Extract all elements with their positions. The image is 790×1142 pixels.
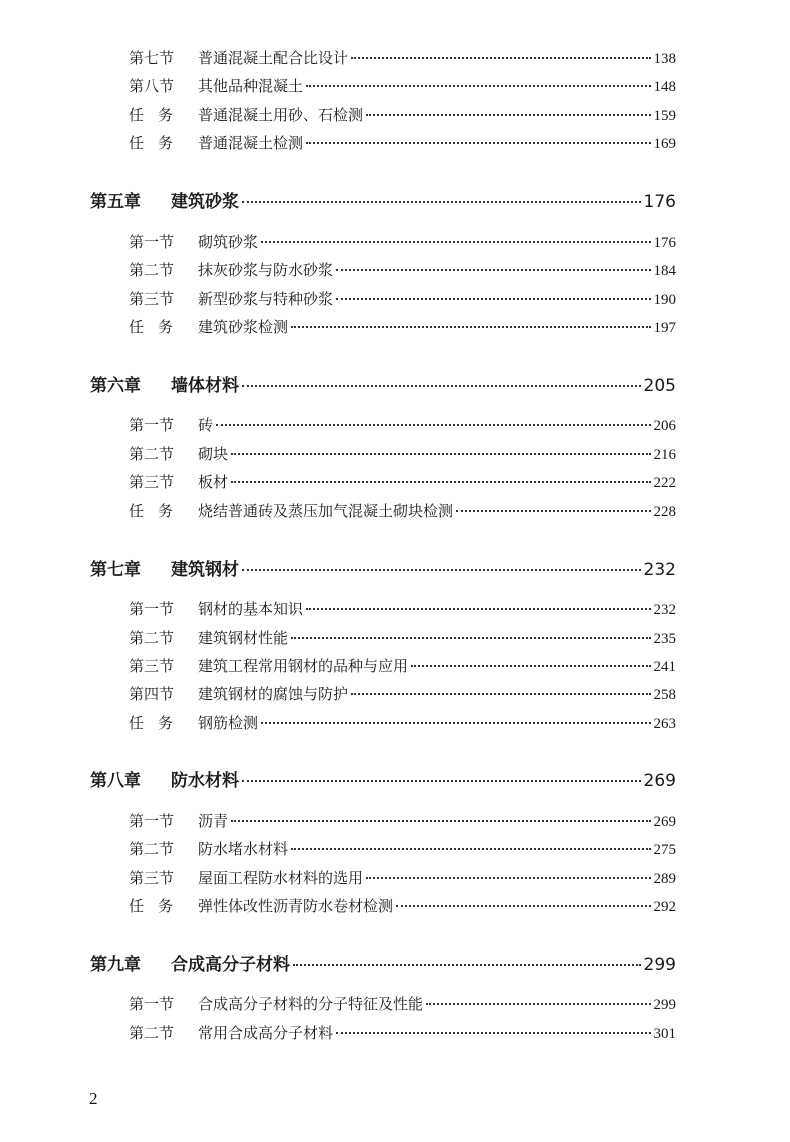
section-title: 常用合成高分子材料 — [198, 1024, 334, 1042]
section-entry — [129, 414, 676, 436]
entry-page-number: 299 — [643, 955, 676, 975]
section-entry — [129, 838, 676, 860]
dot-leader — [261, 240, 650, 243]
section-entry — [129, 132, 676, 154]
section-label: 第二节 — [129, 840, 175, 858]
section-title: 钢筋检测 — [198, 714, 259, 732]
section-title: 砌筑砂浆 — [198, 233, 259, 251]
entry-page-number: 275 — [653, 842, 676, 858]
section-label: 任务 — [129, 134, 188, 152]
section-entry — [129, 47, 676, 69]
section-entry — [129, 993, 676, 1015]
dot-leader — [242, 200, 641, 203]
entry-page-number: 269 — [643, 771, 676, 791]
dot-leader — [231, 452, 650, 455]
section-entry — [129, 683, 676, 705]
dot-leader — [336, 268, 650, 271]
entry-page-number: 205 — [643, 376, 676, 396]
entry-page-number: 301 — [653, 1026, 676, 1042]
dot-leader — [336, 297, 650, 300]
chapter-label: 第五章 — [90, 192, 141, 212]
dot-leader — [351, 56, 650, 59]
entry-page-number: 232 — [653, 602, 676, 618]
section-title: 防水堵水材料 — [198, 840, 289, 858]
dot-leader — [396, 904, 650, 907]
section-entry — [129, 500, 676, 522]
dot-leader — [456, 509, 650, 512]
chapter-entry — [90, 952, 676, 978]
entry-page-number: 184 — [653, 263, 676, 279]
section-title: 砌块 — [198, 445, 229, 463]
entry-page-number: 299 — [653, 997, 676, 1013]
section-title: 新型砂浆与特种砂浆 — [198, 290, 334, 308]
entry-page-number: 138 — [653, 51, 676, 67]
section-label: 第八节 — [129, 77, 175, 95]
section-label: 第七节 — [129, 49, 175, 67]
entry-page-number: 258 — [653, 687, 676, 703]
section-label: 第二节 — [129, 261, 175, 279]
section-label: 第二节 — [129, 629, 175, 647]
dot-leader — [366, 113, 650, 116]
entry-page-number: 222 — [653, 475, 676, 491]
section-entry — [129, 443, 676, 465]
section-label: 第二节 — [129, 1024, 175, 1042]
dot-leader — [351, 692, 650, 695]
entry-page-number: 159 — [653, 108, 676, 124]
chapter-entry — [90, 373, 676, 399]
section-title: 沥青 — [198, 812, 229, 830]
dot-leader — [216, 423, 650, 426]
dot-leader — [242, 779, 641, 782]
dot-leader — [336, 1031, 650, 1034]
section-label: 第三节 — [129, 473, 175, 491]
chapter-title: 合成高分子材料 — [171, 955, 290, 975]
section-title: 抹灰砂浆与防水砂浆 — [198, 261, 334, 279]
page-number: 2 — [89, 1089, 98, 1108]
entry-page-number: 241 — [653, 659, 676, 675]
section-label: 第一节 — [129, 812, 175, 830]
section-entry — [129, 316, 676, 338]
entry-page-number: 169 — [653, 136, 676, 152]
section-title: 合成高分子材料的分子特征及性能 — [198, 995, 424, 1013]
entry-page-number: 289 — [653, 871, 676, 887]
entry-page-number: 235 — [653, 631, 676, 647]
section-label: 第一节 — [129, 600, 175, 618]
section-entry — [129, 231, 676, 253]
section-label: 第一节 — [129, 233, 175, 251]
section-entry — [129, 75, 676, 97]
section-entry — [129, 895, 676, 917]
entry-page-number: 176 — [643, 192, 676, 212]
section-label: 第一节 — [129, 995, 175, 1013]
section-entry — [129, 1022, 676, 1044]
section-title: 烧结普通砖及蒸压加气混凝土砌块检测 — [198, 502, 454, 520]
dot-leader — [231, 819, 650, 822]
section-entry — [129, 712, 676, 734]
chapter-entry — [90, 557, 676, 583]
section-entry — [129, 288, 676, 310]
entry-page-number: 216 — [653, 447, 676, 463]
section-title: 弹性体改性沥青防水卷材检测 — [198, 897, 394, 915]
section-label: 任务 — [129, 502, 188, 520]
chapter-label: 第六章 — [90, 376, 141, 396]
section-title: 板材 — [198, 473, 229, 491]
section-entry — [129, 810, 676, 832]
entry-page-number: 232 — [643, 560, 676, 580]
chapter-title: 建筑砂浆 — [171, 192, 239, 212]
section-title: 钢材的基本知识 — [198, 600, 304, 618]
dot-leader — [411, 664, 650, 667]
section-entry — [129, 259, 676, 281]
chapter-title: 墙体材料 — [171, 376, 239, 396]
section-title: 建筑钢材的腐蚀与防护 — [198, 685, 349, 703]
dot-leader — [291, 325, 650, 328]
dot-leader — [291, 636, 650, 639]
section-title: 建筑钢材性能 — [198, 629, 289, 647]
dot-leader — [306, 84, 650, 87]
section-title: 普通混凝土配合比设计 — [198, 49, 349, 67]
section-title: 建筑砂浆检测 — [198, 318, 289, 336]
section-title: 普通混凝土用砂、石检测 — [198, 106, 364, 124]
entry-page-number: 292 — [653, 899, 676, 915]
section-entry — [129, 655, 676, 677]
dot-leader — [261, 721, 650, 724]
section-entry — [129, 627, 676, 649]
entry-page-number: 269 — [653, 814, 676, 830]
section-label: 任务 — [129, 897, 188, 915]
section-label: 任务 — [129, 714, 188, 732]
dot-leader — [426, 1002, 650, 1005]
section-title: 其他品种混凝土 — [198, 77, 304, 95]
dot-leader — [291, 847, 650, 850]
dot-leader — [231, 480, 650, 483]
entry-page-number: 206 — [653, 418, 676, 434]
chapter-title: 建筑钢材 — [171, 560, 239, 580]
entry-page-number: 197 — [653, 320, 676, 336]
section-entry — [129, 867, 676, 889]
chapter-label: 第八章 — [90, 771, 141, 791]
entry-page-number: 228 — [653, 504, 676, 520]
section-entry — [129, 598, 676, 620]
dot-leader — [242, 568, 641, 571]
section-title: 建筑工程常用钢材的品种与应用 — [198, 657, 409, 675]
section-title: 砖 — [198, 416, 214, 434]
section-label: 第三节 — [129, 657, 175, 675]
section-label: 任务 — [129, 318, 188, 336]
chapter-label: 第九章 — [90, 955, 141, 975]
chapter-entry — [90, 189, 676, 215]
chapter-entry — [90, 768, 676, 794]
section-label: 第三节 — [129, 290, 175, 308]
section-label: 第二节 — [129, 445, 175, 463]
section-title: 普通混凝土检测 — [198, 134, 304, 152]
section-label: 第一节 — [129, 416, 175, 434]
section-label: 任务 — [129, 106, 188, 124]
dot-leader — [366, 876, 650, 879]
section-title: 屋面工程防水材料的选用 — [198, 869, 364, 887]
entry-page-number: 176 — [653, 235, 676, 251]
section-label: 第三节 — [129, 869, 175, 887]
entry-page-number: 190 — [653, 292, 676, 308]
entry-page-number: 263 — [653, 716, 676, 732]
dot-leader — [293, 963, 641, 966]
entry-page-number: 148 — [653, 79, 676, 95]
dot-leader — [306, 141, 650, 144]
section-entry — [129, 104, 676, 126]
chapter-title: 防水材料 — [171, 771, 239, 791]
section-entry — [129, 471, 676, 493]
dot-leader — [242, 384, 641, 387]
dot-leader — [306, 607, 650, 610]
section-label: 第四节 — [129, 685, 175, 703]
chapter-label: 第七章 — [90, 560, 141, 580]
